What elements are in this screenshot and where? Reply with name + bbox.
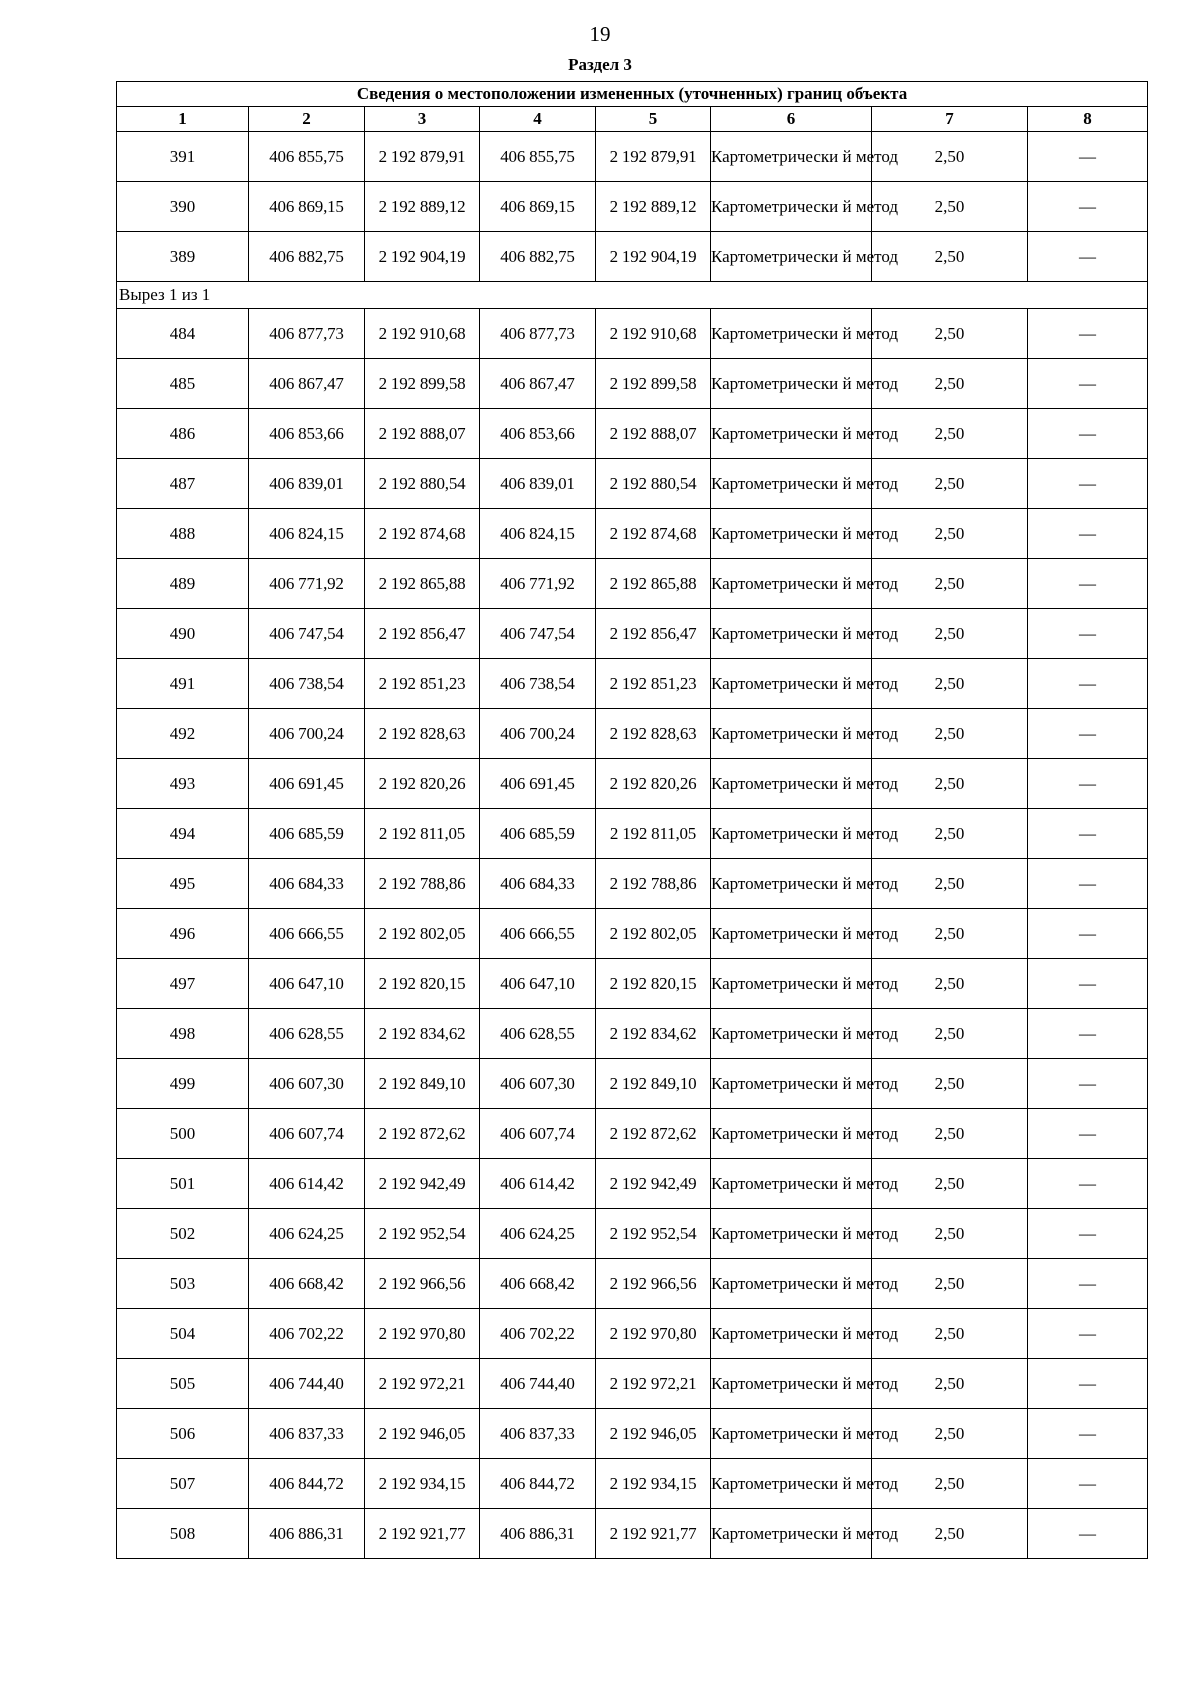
y-coord-cell: 2 192 970,80 [596,1309,711,1359]
method-cell: Картометрически й метод [711,1309,872,1359]
x-coord-cell: 406 647,10 [249,959,365,1009]
method-cell: Картометрически й метод [711,1059,872,1109]
method-cell: Картометрически й метод [711,659,872,709]
accuracy-cell: 2,50 [872,459,1028,509]
method-cell: Картометрически й метод [711,509,872,559]
x-coord-cell: 406 824,15 [480,509,596,559]
description-cell: — [1028,1459,1148,1509]
x-coord-cell: 406 837,33 [249,1409,365,1459]
y-coord-cell: 2 192 856,47 [365,609,480,659]
table-row [117,709,1148,759]
method-cell: Картометрически й метод [711,1259,872,1309]
table-row [117,182,1148,232]
point-number-cell: 490 [117,609,249,659]
y-coord-cell: 2 192 899,58 [365,359,480,409]
y-coord-cell: 2 192 910,68 [365,309,480,359]
x-coord-cell: 406 685,59 [480,809,596,859]
y-coord-cell: 2 192 972,21 [365,1359,480,1409]
table-row [117,659,1148,709]
table-row [117,1509,1148,1559]
accuracy-cell: 2,50 [872,859,1028,909]
y-coord-cell: 2 192 889,12 [596,182,711,232]
y-coord-cell: 2 192 946,05 [596,1409,711,1459]
accuracy-cell: 2,50 [872,1409,1028,1459]
column-header: 7 [872,107,1028,132]
method-cell: Картометрически й метод [711,1009,872,1059]
y-coord-cell: 2 192 828,63 [365,709,480,759]
x-coord-cell: 406 869,15 [480,182,596,232]
point-number-cell: 501 [117,1159,249,1209]
method-cell: Картометрически й метод [711,759,872,809]
y-coord-cell: 2 192 889,12 [365,182,480,232]
column-header: 5 [596,107,711,132]
method-cell: Картометрически й метод [711,309,872,359]
column-header: 6 [711,107,872,132]
x-coord-cell: 406 771,92 [249,559,365,609]
x-coord-cell: 406 691,45 [249,759,365,809]
x-coord-cell: 406 624,25 [480,1209,596,1259]
x-coord-cell: 406 668,42 [480,1259,596,1309]
x-coord-cell: 406 747,54 [249,609,365,659]
y-coord-cell: 2 192 820,15 [365,959,480,1009]
x-coord-cell: 406 877,73 [249,309,365,359]
point-number-cell: 494 [117,809,249,859]
accuracy-cell: 2,50 [872,959,1028,1009]
x-coord-cell: 406 628,55 [249,1009,365,1059]
y-coord-cell: 2 192 820,26 [365,759,480,809]
method-cell: Картометрически й метод [711,1209,872,1259]
table-row [117,1009,1148,1059]
accuracy-cell: 2,50 [872,659,1028,709]
description-cell: — [1028,509,1148,559]
accuracy-cell: 2,50 [872,1459,1028,1509]
x-coord-cell: 406 684,33 [249,859,365,909]
x-coord-cell: 406 855,75 [249,132,365,182]
table-row [117,409,1148,459]
table-row [117,1409,1148,1459]
table-row [117,1459,1148,1509]
y-coord-cell: 2 192 899,58 [596,359,711,409]
table-row [117,859,1148,909]
y-coord-cell: 2 192 872,62 [365,1109,480,1159]
method-cell: Картометрически й метод [711,609,872,659]
table-row [117,959,1148,1009]
point-number-cell: 492 [117,709,249,759]
point-number-cell: 486 [117,409,249,459]
x-coord-cell: 406 614,42 [480,1159,596,1209]
y-coord-cell: 2 192 921,77 [365,1509,480,1559]
description-cell: — [1028,309,1148,359]
accuracy-cell: 2,50 [872,182,1028,232]
description-cell: — [1028,1309,1148,1359]
point-number-cell: 496 [117,909,249,959]
x-coord-cell: 406 607,30 [249,1059,365,1109]
accuracy-cell: 2,50 [872,1309,1028,1359]
table-row [117,509,1148,559]
y-coord-cell: 2 192 934,15 [365,1459,480,1509]
accuracy-cell: 2,50 [872,759,1028,809]
accuracy-cell: 2,50 [872,409,1028,459]
table-row [117,609,1148,659]
method-cell: Картометрически й метод [711,859,872,909]
x-coord-cell: 406 666,55 [249,909,365,959]
table-row [117,309,1148,359]
point-number-cell: 491 [117,659,249,709]
x-coord-cell: 406 837,33 [480,1409,596,1459]
section-title: Раздел 3 [568,55,632,74]
description-cell: — [1028,759,1148,809]
accuracy-cell: 2,50 [872,1509,1028,1559]
description-cell: — [1028,1059,1148,1109]
y-coord-cell: 2 192 946,05 [365,1409,480,1459]
x-coord-cell: 406 853,66 [249,409,365,459]
description-cell: — [1028,1109,1148,1159]
y-coord-cell: 2 192 865,88 [596,559,711,609]
y-coord-cell: 2 192 849,10 [596,1059,711,1109]
x-coord-cell: 406 624,25 [249,1209,365,1259]
accuracy-cell: 2,50 [872,609,1028,659]
y-coord-cell: 2 192 874,68 [596,509,711,559]
y-coord-cell: 2 192 820,15 [596,959,711,1009]
method-cell: Картометрически й метод [711,232,872,282]
description-cell: — [1028,1209,1148,1259]
y-coord-cell: 2 192 888,07 [596,409,711,459]
accuracy-cell: 2,50 [872,509,1028,559]
point-number-cell: 487 [117,459,249,509]
description-cell: — [1028,609,1148,659]
y-coord-cell: 2 192 851,23 [596,659,711,709]
x-coord-cell: 406 867,47 [480,359,596,409]
x-coord-cell: 406 607,74 [480,1109,596,1159]
y-coord-cell: 2 192 865,88 [365,559,480,609]
x-coord-cell: 406 747,54 [480,609,596,659]
accuracy-cell: 2,50 [872,909,1028,959]
x-coord-cell: 406 738,54 [249,659,365,709]
accuracy-cell: 2,50 [872,1009,1028,1059]
y-coord-cell: 2 192 904,19 [365,232,480,282]
point-number-cell: 497 [117,959,249,1009]
point-number-cell: 488 [117,509,249,559]
y-coord-cell: 2 192 811,05 [365,809,480,859]
x-coord-cell: 406 844,72 [249,1459,365,1509]
method-cell: Картометрически й метод [711,959,872,1009]
point-number-cell: 391 [117,132,249,182]
x-coord-cell: 406 702,22 [249,1309,365,1359]
method-cell: Картометрически й метод [711,809,872,859]
x-coord-cell: 406 614,42 [249,1159,365,1209]
description-cell: — [1028,709,1148,759]
x-coord-cell: 406 700,24 [480,709,596,759]
point-number-cell: 390 [117,182,249,232]
boundary-table [116,81,1148,1559]
description-cell: — [1028,659,1148,709]
accuracy-cell: 2,50 [872,132,1028,182]
x-coord-cell: 406 844,72 [480,1459,596,1509]
y-coord-cell: 2 192 880,54 [596,459,711,509]
point-number-cell: 500 [117,1109,249,1159]
y-coord-cell: 2 192 834,62 [365,1009,480,1059]
description-cell: — [1028,182,1148,232]
y-coord-cell: 2 192 849,10 [365,1059,480,1109]
description-cell: — [1028,559,1148,609]
description-cell: — [1028,1409,1148,1459]
description-cell: — [1028,1009,1148,1059]
method-cell: Картометрически й метод [711,1109,872,1159]
description-cell: — [1028,809,1148,859]
accuracy-cell: 2,50 [872,559,1028,609]
method-cell: Картометрически й метод [711,132,872,182]
x-coord-cell: 406 886,31 [480,1509,596,1559]
y-coord-cell: 2 192 966,56 [596,1259,711,1309]
method-cell: Картометрически й метод [711,1409,872,1459]
method-cell: Картометрически й метод [711,459,872,509]
point-number-cell: 508 [117,1509,249,1559]
description-cell: — [1028,1509,1148,1559]
x-coord-cell: 406 668,42 [249,1259,365,1309]
table-row [117,359,1148,409]
method-cell: Картометрически й метод [711,1509,872,1559]
table-row [117,459,1148,509]
x-coord-cell: 406 771,92 [480,559,596,609]
y-coord-cell: 2 192 921,77 [596,1509,711,1559]
point-number-cell: 493 [117,759,249,809]
column-header: 4 [480,107,596,132]
y-coord-cell: 2 192 970,80 [365,1309,480,1359]
y-coord-cell: 2 192 942,49 [596,1159,711,1209]
description-cell: — [1028,1159,1148,1209]
x-coord-cell: 406 684,33 [480,859,596,909]
y-coord-cell: 2 192 811,05 [596,809,711,859]
column-header: 1 [117,107,249,132]
y-coord-cell: 2 192 788,86 [596,859,711,909]
description-cell: — [1028,859,1148,909]
x-coord-cell: 406 867,47 [249,359,365,409]
method-cell: Картометрически й метод [711,909,872,959]
table-row [117,909,1148,959]
x-coord-cell: 406 824,15 [249,509,365,559]
accuracy-cell: 2,50 [872,1259,1028,1309]
y-coord-cell: 2 192 851,23 [365,659,480,709]
y-coord-cell: 2 192 888,07 [365,409,480,459]
point-number-cell: 499 [117,1059,249,1109]
description-cell: — [1028,359,1148,409]
method-cell: Картометрически й метод [711,1359,872,1409]
x-coord-cell: 406 853,66 [480,409,596,459]
column-header: 8 [1028,107,1148,132]
point-number-cell: 389 [117,232,249,282]
x-coord-cell: 406 744,40 [480,1359,596,1409]
method-cell: Картометрически й метод [711,182,872,232]
point-number-cell: 506 [117,1409,249,1459]
y-coord-cell: 2 192 802,05 [596,909,711,959]
point-number-cell: 504 [117,1309,249,1359]
y-coord-cell: 2 192 820,26 [596,759,711,809]
group-label: Вырез 1 из 1 [117,282,1148,309]
y-coord-cell: 2 192 872,62 [596,1109,711,1159]
table-row [117,1359,1148,1409]
description-cell: — [1028,1359,1148,1409]
y-coord-cell: 2 192 874,68 [365,509,480,559]
description-cell: — [1028,959,1148,1009]
group-label-row [117,282,1148,309]
column-header: 3 [365,107,480,132]
table-row [117,1259,1148,1309]
x-coord-cell: 406 700,24 [249,709,365,759]
accuracy-cell: 2,50 [872,1209,1028,1259]
table-caption: Сведения о местоположении измененных (уточненных) границ объекта [117,82,1148,107]
description-cell: — [1028,1259,1148,1309]
table-row [117,1209,1148,1259]
description-cell: — [1028,459,1148,509]
point-number-cell: 489 [117,559,249,609]
accuracy-cell: 2,50 [872,1359,1028,1409]
y-coord-cell: 2 192 802,05 [365,909,480,959]
table-row [117,232,1148,282]
x-coord-cell: 406 702,22 [480,1309,596,1359]
column-header: 2 [249,107,365,132]
x-coord-cell: 406 691,45 [480,759,596,809]
table-row [117,1309,1148,1359]
y-coord-cell: 2 192 834,62 [596,1009,711,1059]
y-coord-cell: 2 192 952,54 [596,1209,711,1259]
x-coord-cell: 406 855,75 [480,132,596,182]
x-coord-cell: 406 685,59 [249,809,365,859]
x-coord-cell: 406 839,01 [249,459,365,509]
point-number-cell: 484 [117,309,249,359]
point-number-cell: 498 [117,1009,249,1059]
y-coord-cell: 2 192 856,47 [596,609,711,659]
x-coord-cell: 406 647,10 [480,959,596,1009]
point-number-cell: 495 [117,859,249,909]
accuracy-cell: 2,50 [872,232,1028,282]
x-coord-cell: 406 882,75 [249,232,365,282]
accuracy-cell: 2,50 [872,359,1028,409]
method-cell: Картометрически й метод [711,559,872,609]
column-header-row [117,107,1148,132]
accuracy-cell: 2,50 [872,809,1028,859]
point-number-cell: 505 [117,1359,249,1409]
y-coord-cell: 2 192 788,86 [365,859,480,909]
method-cell: Картометрически й метод [711,1459,872,1509]
method-cell: Картометрически й метод [711,359,872,409]
accuracy-cell: 2,50 [872,309,1028,359]
y-coord-cell: 2 192 879,91 [596,132,711,182]
table-row [117,809,1148,859]
x-coord-cell: 406 877,73 [480,309,596,359]
y-coord-cell: 2 192 934,15 [596,1459,711,1509]
x-coord-cell: 406 869,15 [249,182,365,232]
description-cell: — [1028,132,1148,182]
y-coord-cell: 2 192 828,63 [596,709,711,759]
y-coord-cell: 2 192 942,49 [365,1159,480,1209]
point-number-cell: 485 [117,359,249,409]
x-coord-cell: 406 666,55 [480,909,596,959]
table-row [117,1159,1148,1209]
accuracy-cell: 2,50 [872,1109,1028,1159]
method-cell: Картометрически й метод [711,409,872,459]
point-number-cell: 502 [117,1209,249,1259]
x-coord-cell: 406 882,75 [480,232,596,282]
method-cell: Картометрически й метод [711,709,872,759]
y-coord-cell: 2 192 880,54 [365,459,480,509]
point-number-cell: 503 [117,1259,249,1309]
method-cell: Картометрически й метод [711,1159,872,1209]
table-row [117,1109,1148,1159]
y-coord-cell: 2 192 972,21 [596,1359,711,1409]
y-coord-cell: 2 192 966,56 [365,1259,480,1309]
description-cell: — [1028,409,1148,459]
accuracy-cell: 2,50 [872,709,1028,759]
y-coord-cell: 2 192 910,68 [596,309,711,359]
table-row [117,759,1148,809]
table-row [117,1059,1148,1109]
point-number-cell: 507 [117,1459,249,1509]
x-coord-cell: 406 886,31 [249,1509,365,1559]
x-coord-cell: 406 744,40 [249,1359,365,1409]
table-row [117,132,1148,182]
description-cell: — [1028,232,1148,282]
x-coord-cell: 406 839,01 [480,459,596,509]
table-row [117,559,1148,609]
x-coord-cell: 406 607,30 [480,1059,596,1109]
y-coord-cell: 2 192 879,91 [365,132,480,182]
x-coord-cell: 406 607,74 [249,1109,365,1159]
y-coord-cell: 2 192 952,54 [365,1209,480,1259]
x-coord-cell: 406 738,54 [480,659,596,709]
accuracy-cell: 2,50 [872,1159,1028,1209]
accuracy-cell: 2,50 [872,1059,1028,1109]
x-coord-cell: 406 628,55 [480,1009,596,1059]
page-number: 19 [589,22,611,46]
y-coord-cell: 2 192 904,19 [596,232,711,282]
description-cell: — [1028,909,1148,959]
